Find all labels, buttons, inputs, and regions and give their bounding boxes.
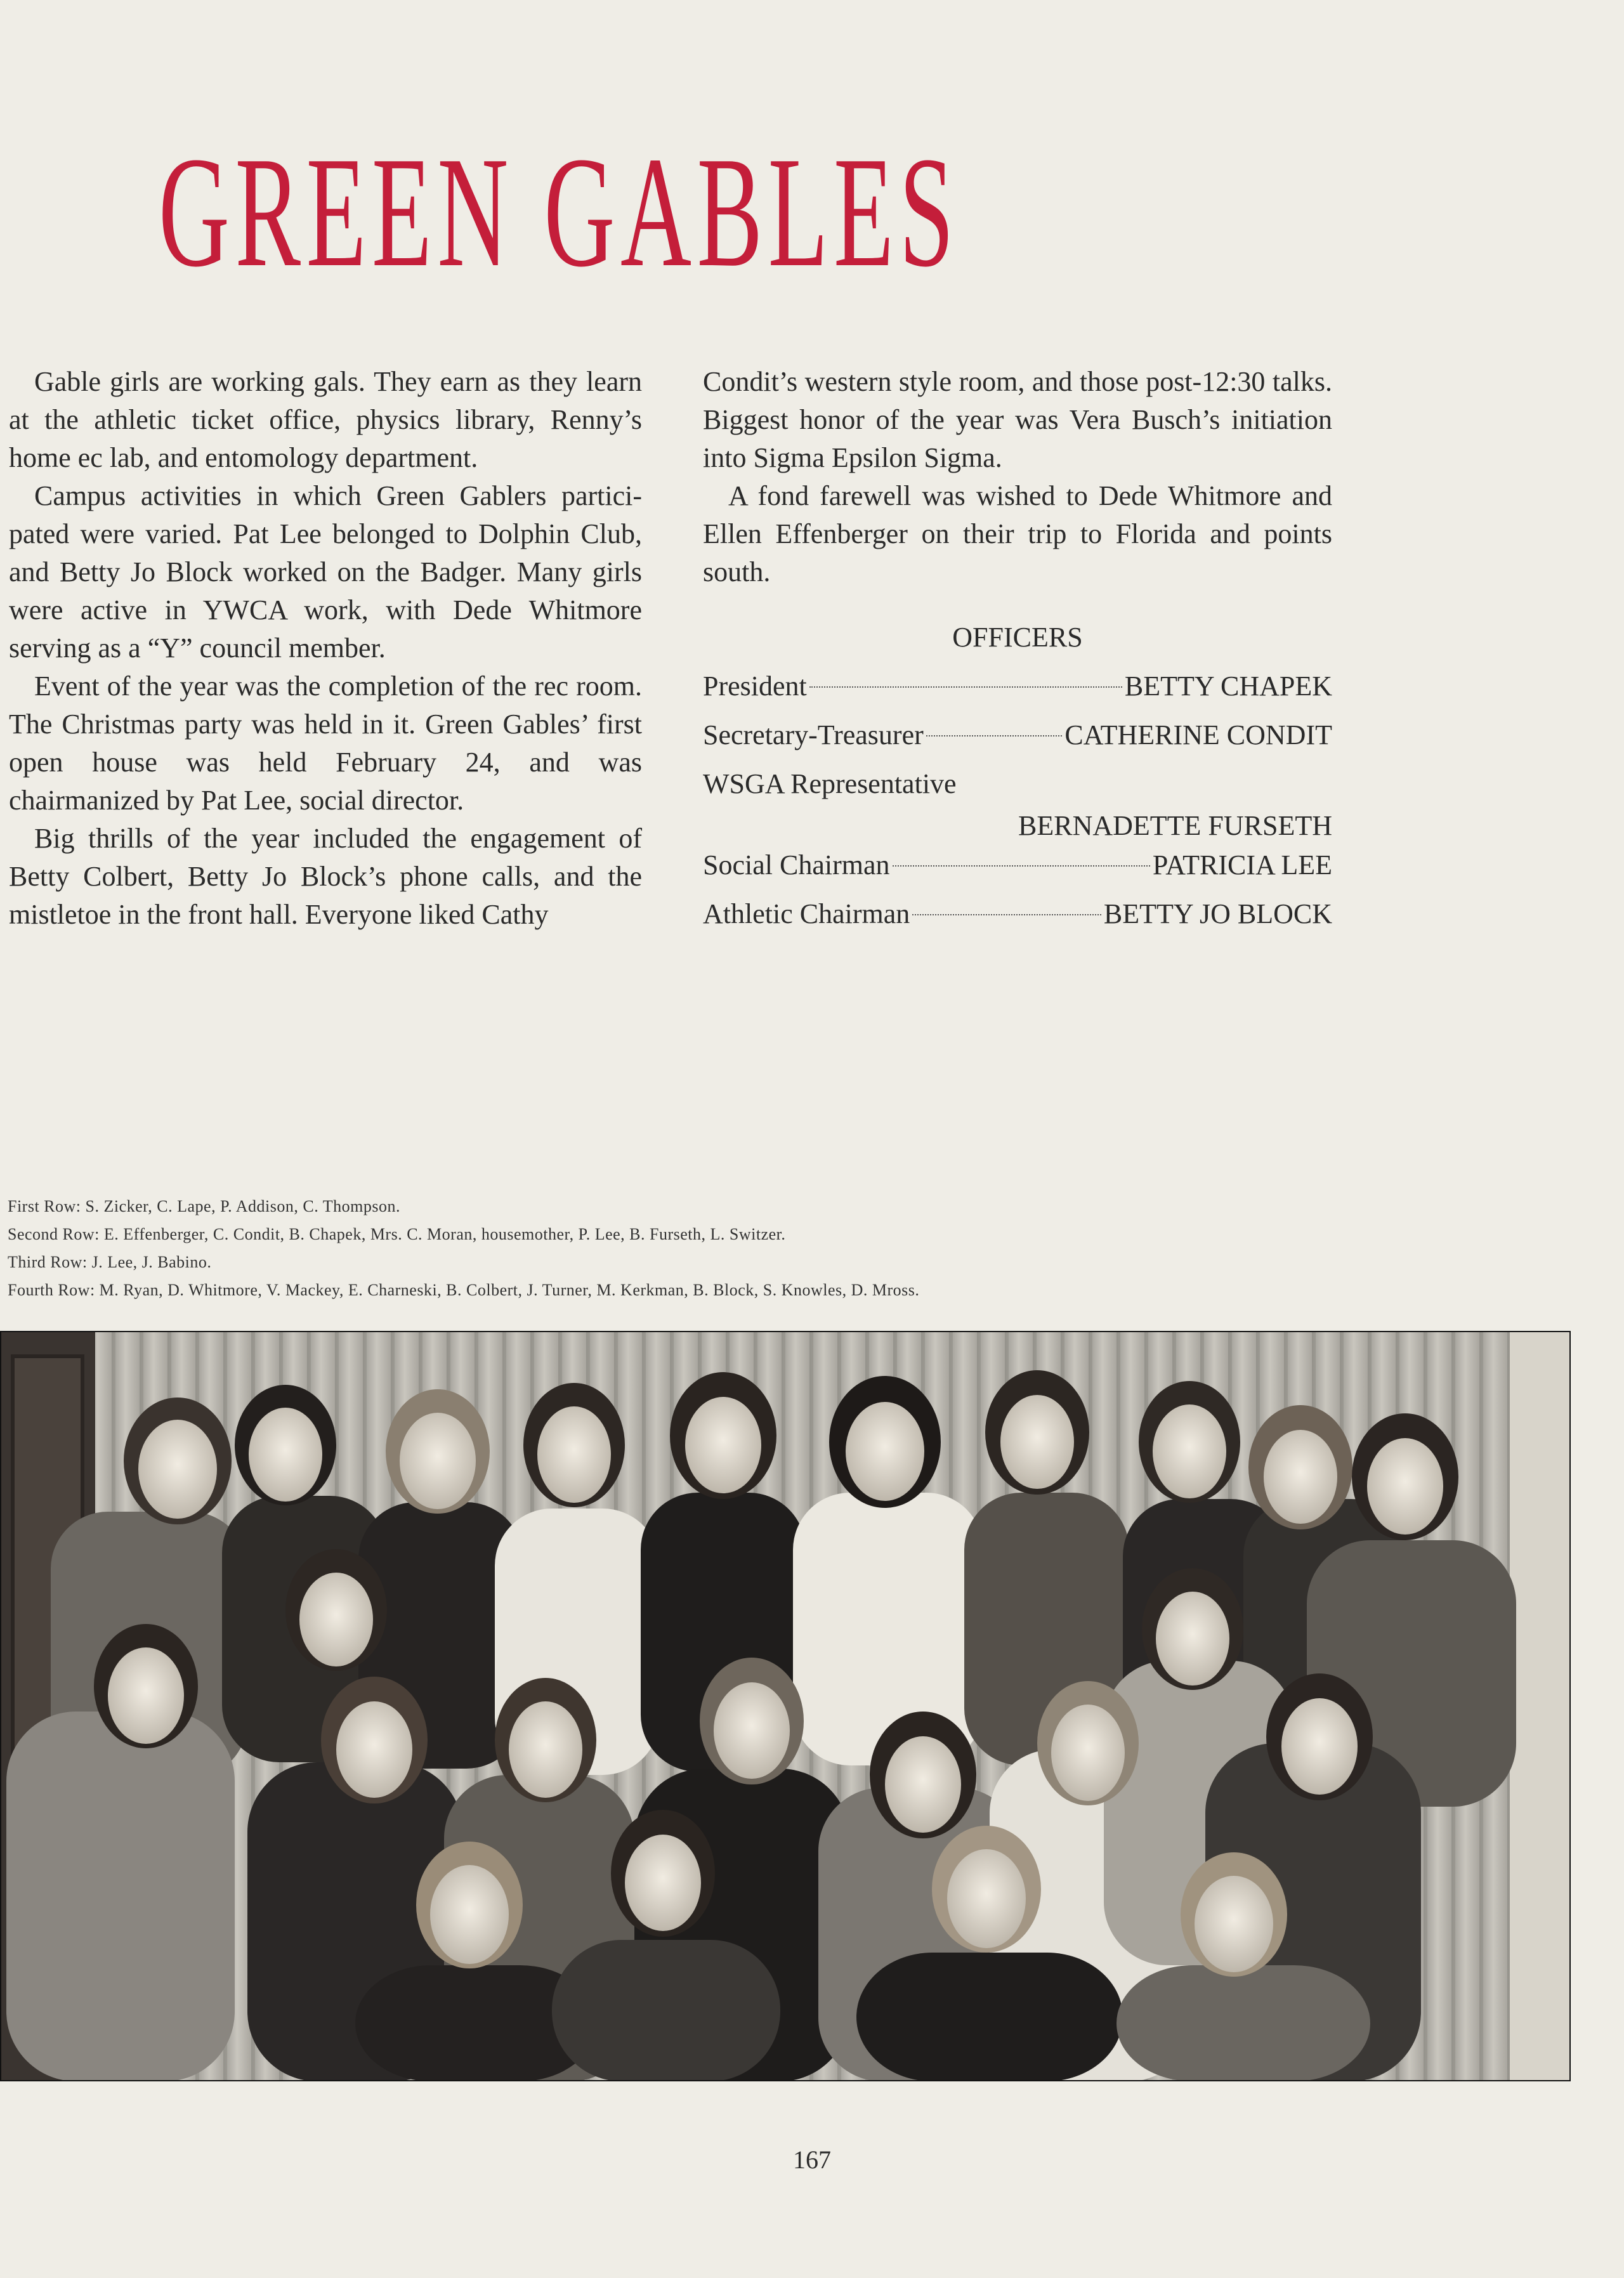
caption-second-row: Second Row: E. Effenberger, C. Condit, B. Chapek, Mrs. C. Moran, housemother, P. Lee, B. Furseth, L. Switzer. [8, 1225, 786, 1243]
officer-role: Athletic Chairman [703, 898, 910, 929]
officer-row-secretary-treasurer [703, 716, 1332, 754]
officer-role: WSGA Representative [703, 768, 957, 799]
officer-name: BETTY CHAPEK [1124, 671, 1332, 702]
officer-name: PATRICIA LEE [1152, 849, 1332, 880]
officer-name: CATHERINE CONDIT [1064, 719, 1332, 750]
officer-role: President [703, 671, 807, 702]
caption-first-row: First Row: S. Zicker, C. Lape, P. Addison, C. Thompson. [8, 1197, 400, 1215]
dotted-leader [912, 914, 1101, 915]
officer-row-athletic-chairman [703, 895, 1332, 933]
page-number: 167 [793, 2145, 831, 2174]
caption-third-row: Third Row: J. Lee, J. Babino. [8, 1253, 212, 1271]
officers-heading: OFFICERS [952, 622, 1083, 653]
officer-name: BETTY JO BLOCK [1103, 898, 1332, 929]
group-photo [0, 1331, 1571, 2081]
officer-name: BERNADETTE FURSETH [1018, 810, 1332, 841]
officer-role: Social Chairman [703, 849, 890, 880]
photo-caption [8, 1193, 1467, 1304]
caption-fourth-row: Fourth Row: M. Ryan, D. Whitmore, V. Mackey, E. Charneski, B. Colbert, J. Turner, M. Kerkman, B. Block, S. Knowles, D. Mross. [8, 1281, 920, 1299]
group-photo-image [0, 1331, 1571, 2081]
body-paragraph: Gable girls are working gals. They earn as they learn at the athletic ticket office, physics library, Renny’s home ec lab, and entomology department. [9, 366, 642, 473]
page-title: GREEN GABLES [159, 124, 960, 300]
dotted-leader [893, 865, 1150, 867]
body-text-left-column [9, 363, 642, 934]
body-paragraph: Event of the year was the completion of the rec room. The Christmas party was held in it. Green Gables’ first open house was held February 24, and was chairmanized by Pat Lee, social director. [9, 671, 642, 816]
officer-row-president [703, 667, 1332, 705]
body-paragraph: Big thrills of the year included the engagement of Betty Colbert, Betty Jo Block’s phone calls, and the mistletoe in the front hall. Everyone liked Cathy [9, 823, 642, 930]
body-text-right-column [703, 363, 1332, 591]
body-paragraph: A fond farewell was wished to Dede Whitmore and Ellen Effenberger on their trip to Florida and points south. [703, 480, 1332, 587]
body-paragraph: Condit’s western style room, and those post-12:30 talks. Biggest honor of the year was Vera Busch’s initiation into Sigma Epsilon Sigma. [703, 366, 1332, 473]
dotted-leader [926, 735, 1063, 736]
officer-role: Secretary-Treasurer [703, 719, 924, 750]
officer-row-wsga-representative [703, 765, 1332, 848]
body-paragraph: Campus activities in which Green Gablers partici-pated were varied. Pat Lee belonged to Dolphin Club, and Betty Jo Block worked on the Badger. Many girls were active in YWCA work, with Dede Whitmore serving as a “Y” council member. [9, 480, 642, 664]
dotted-leader [809, 686, 1122, 688]
officer-row-social-chairman [703, 846, 1332, 884]
